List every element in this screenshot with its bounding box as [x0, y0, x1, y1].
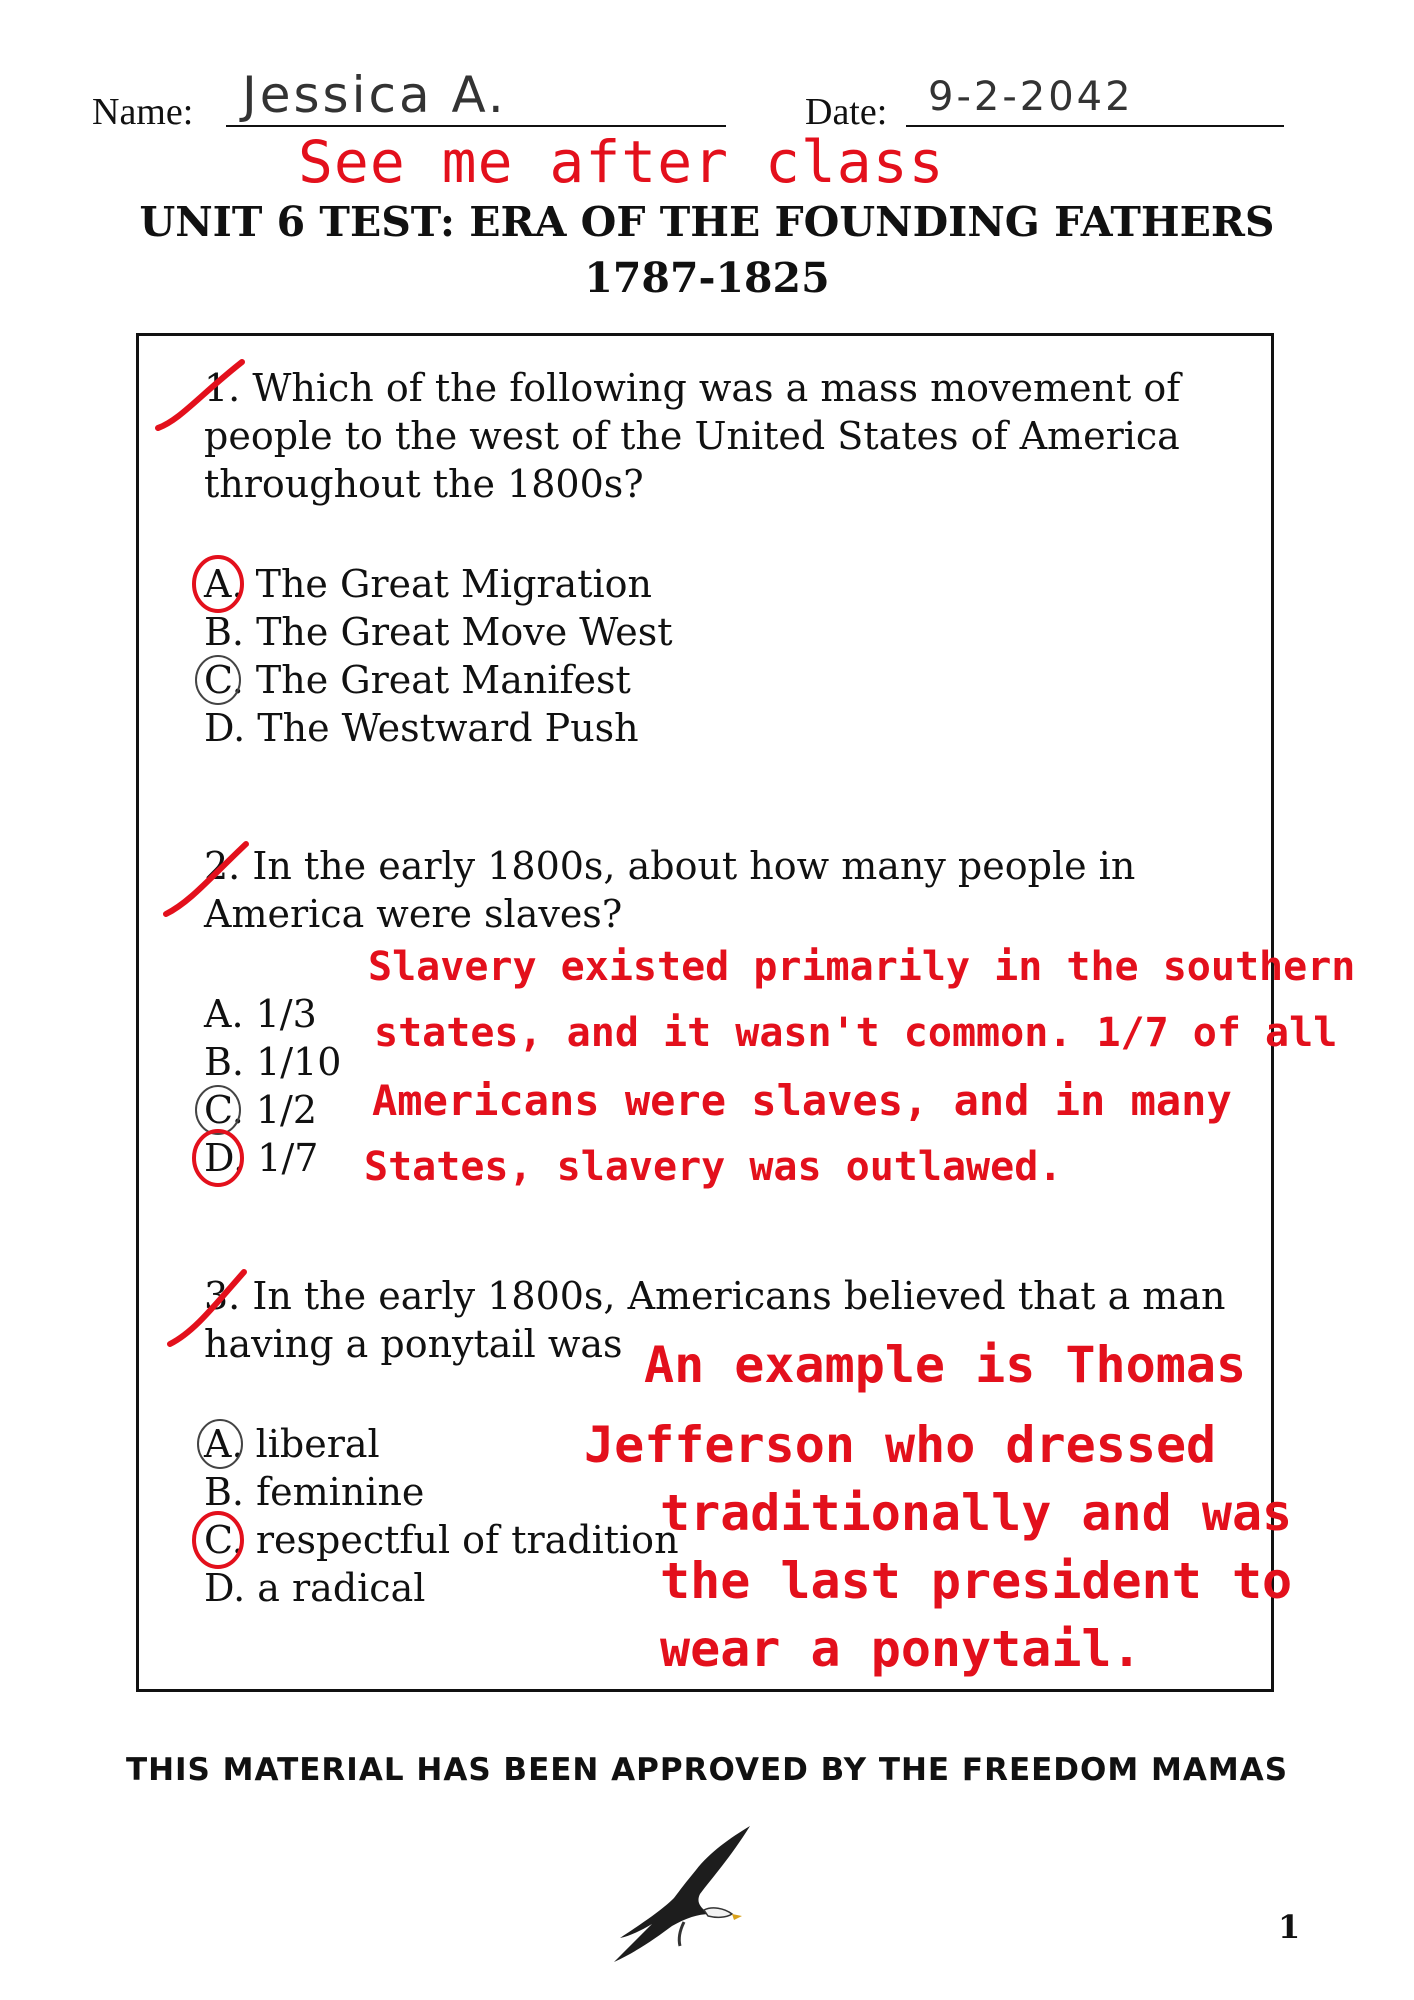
date-label: Date:: [805, 91, 888, 133]
question-1-line-1: 1. Which of the following was a mass movement of: [204, 366, 1181, 410]
page-number: 1: [1278, 1908, 1301, 1946]
q3-note-line-1: An example is Thomas: [644, 1336, 1247, 1394]
question-3-option-a[interactable]: A. liberal: [204, 1422, 380, 1466]
question-1-line-2: people to the west of the United States of America: [204, 414, 1180, 458]
question-2-option-a[interactable]: A. 1/3: [204, 992, 317, 1036]
question-2-line-1: 2. In the early 1800s, about how many people in: [204, 844, 1136, 888]
date-handwritten[interactable]: 9-2-2042: [928, 74, 1134, 120]
question-2-option-d[interactable]: D. 1/7: [204, 1136, 319, 1180]
question-1-option-c[interactable]: C. The Great Manifest: [204, 658, 631, 702]
eagle-icon: [600, 1818, 780, 1968]
question-1-option-d[interactable]: D. The Westward Push: [204, 706, 639, 750]
q2-note-line-4: States, slavery was outlawed.: [364, 1144, 1063, 1190]
q2-note-line-3: Americans were slaves, and in many: [372, 1076, 1232, 1125]
question-3-option-d[interactable]: D. a radical: [204, 1566, 426, 1610]
q3-note-line-5: wear a ponytail.: [660, 1620, 1142, 1678]
question-2-option-c[interactable]: C. 1/2: [204, 1088, 318, 1132]
date-field-line: [906, 125, 1284, 127]
teacher-note-see-me: See me after class: [298, 128, 945, 196]
test-title: UNIT 6 TEST: ERA OF THE FOUNDING FATHERS: [139, 198, 1275, 246]
name-label: Name:: [92, 91, 194, 133]
q3-note-line-2: Jefferson who dressed: [584, 1416, 1217, 1474]
q3-note-line-3: traditionally and was: [660, 1484, 1293, 1542]
question-1-prompt: [204, 364, 1180, 508]
q2-note-line-1: Slavery existed primarily in the southern: [368, 944, 1356, 990]
question-1-line-3: throughout the 1800s?: [204, 462, 644, 506]
question-1-option-a[interactable]: A. The Great Migration: [204, 562, 652, 606]
question-2-prompt: [204, 842, 1135, 938]
question-3-option-b[interactable]: B. feminine: [204, 1470, 425, 1514]
question-2-option-b[interactable]: B. 1/10: [204, 1040, 342, 1084]
approval-banner: THIS MATERIAL HAS BEEN APPROVED BY THE FREEDOM MAMAS: [125, 1752, 1289, 1788]
question-2-line-2: America were slaves?: [204, 892, 623, 936]
test-years: 1787-1825: [584, 254, 830, 302]
question-3-line-2: having a ponytail was: [204, 1322, 623, 1366]
name-handwritten[interactable]: Jessica A.: [242, 66, 507, 124]
q3-note-line-4: the last president to: [660, 1552, 1293, 1610]
question-3-option-c[interactable]: C. respectful of tradition: [204, 1518, 679, 1562]
q2-note-line-2: states, and it wasn't common. 1/7 of all: [374, 1010, 1338, 1056]
question-3-line-1: 3. In the early 1800s, Americans believed that a man: [204, 1274, 1226, 1318]
question-1-option-b[interactable]: B. The Great Move West: [204, 610, 673, 654]
name-field-line: [226, 125, 726, 127]
